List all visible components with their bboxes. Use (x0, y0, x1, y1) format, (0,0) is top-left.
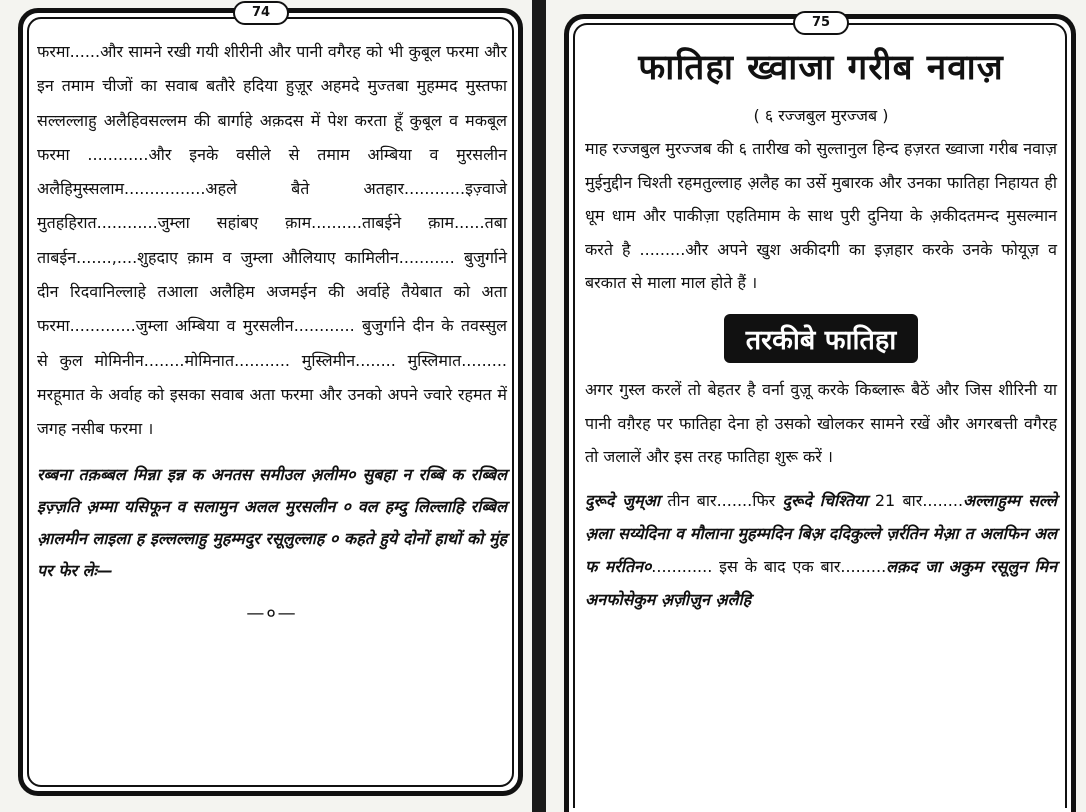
left-page-content (37, 35, 507, 625)
durood-juma: दुरूदे जुम्आ (585, 490, 661, 510)
book-gutter (532, 0, 546, 812)
left-page (0, 0, 536, 812)
right-page (546, 0, 1086, 812)
page-number-75: 75 (793, 11, 849, 35)
right-page-frame (564, 14, 1076, 812)
right-paragraph-2: अगर गुस्ल करलें तो बेहतर है वर्ना वुज़ू करके किब्लारू बैठें और जिस शीरिनी या पानी वग़ैरह पर फातिहा देना हो उसको खोलकर सामने रखें और अगरबत्ती वगैरह तो जलालें और इस तरह फातिहा शुरू करें । (585, 379, 1057, 467)
final-verse: लक़द जा अकुम रसूलुन मिन अनफोसेकुम अ़ज़ीज़ुन अ़लैहि (585, 556, 1057, 609)
left-page-frame (18, 5, 523, 796)
page-subtitle: ( ६ रज्जबुल मुरज्जब ) (753, 106, 889, 125)
durood-text: अल्लाहुम्म सल्ले अ़ला सय्येदिना व मौलाना मुहम्मदिन बिअ़ ददिकुल्ले ज़र्रतिन मेआ़ त अलफिन अल फ मर्रतिन० (585, 490, 1057, 576)
page-number-74: 74 (233, 1, 289, 25)
durood-count-2: 21 बार........ (867, 490, 964, 510)
durood-chishtia: दुरूदे चिश्तिया (782, 490, 868, 510)
dua-text: रब्बना तक़ब्बल मिन्ना इन्न क अनतस समीउल अ़लीम० सुबहा न रब्बि क रब्बिल इज़्ज़ति अ़म्मा यसिफून व सलामुन अलल मुरसलीन ० वल हम्दु लिल्लाहि रब्बिल आ़लमीन लाइला ह इल्लल्लाहु मुहम्मदुर रसूलुल्लाह ० कहते हुये दोनों हाथों को मुंह पर फेर लेः— (37, 464, 507, 580)
left-paragraph: फरमा......और सामने रखी गयी शीरीनी और पानी वगैरह को भी कुबूल फरमा और इन तमाम चीजों का सवाब बतौरे हदिया हुज़ूर अहमदे मुज्तबा मुहम्मद मुस्तफा सल्लल्लाहु अलैहिवसल्लम की बार्गाहे अक़दस में पेश करता हूँ कुबूल व मकबूल फरमा ............और इनके वसीले से तमाम अम्बिया व मुरसलीन अलैहिमुस्सलाम................अहले बैते अतहार............इज़्वाजे मुतहहिरात............जुम्ला सहांबए क़ाम..........ताबईने क़ाम......तबा ताबईन.......,....शुहदाए क़ाम व जुम्ला औलियाए कामिलीन........... बुजुर्गाने दीन रिदवानिल्लाहे तआला अलैहिम अजमईन की अर्वाहे तैयेबात को अता फरमा.............जुम्ला अम्बिया व मुरसलीन............ बुजुर्गाने दीन के तवस्सुल से कुल मोमिनीन........मोमिनात........... मुस्लिमीन........ मुस्लिमात......... मरहूमात के अर्वाह को इसका सवाब अता फरमा और उनको अपने ज्वारे रहमत में जगह नसीब फरमा । (37, 42, 507, 439)
end-mark: —०— (246, 602, 298, 624)
durood-count-1: तीन बार.......फिर (660, 490, 783, 510)
durood-block (585, 484, 1057, 616)
page-title: फातिहा ख्वाजा गरीब नवाज़ (638, 47, 1004, 88)
durood-after: ............ इस के बाद एक बार......... (651, 556, 887, 576)
right-page-content (585, 39, 1057, 632)
right-paragraph-1: माह रज्जबुल मुरज्जब की ६ तारीख को सुल्तानुल हिन्द हज़रत ख्वाजा गरीब नवाज़ मुईनुद्दीन चिश्ती रहमतुल्लाह अ़लैह का उर्से मुबारक और उनका फातिहा निहायत ही धूम धाम और पाकीज़ा एहतिमाम के साथ पुरी दुनिया के अ़कीदतमन्द मुसल्मान करते है .........और अपने खुश अकीदगी का इज़हार करके उनके फोयूज़ व बरकात से माला माल होते हैं । (585, 139, 1057, 293)
section-banner (585, 314, 1057, 363)
section-heading: तरकीबे फातिहा (724, 314, 919, 363)
